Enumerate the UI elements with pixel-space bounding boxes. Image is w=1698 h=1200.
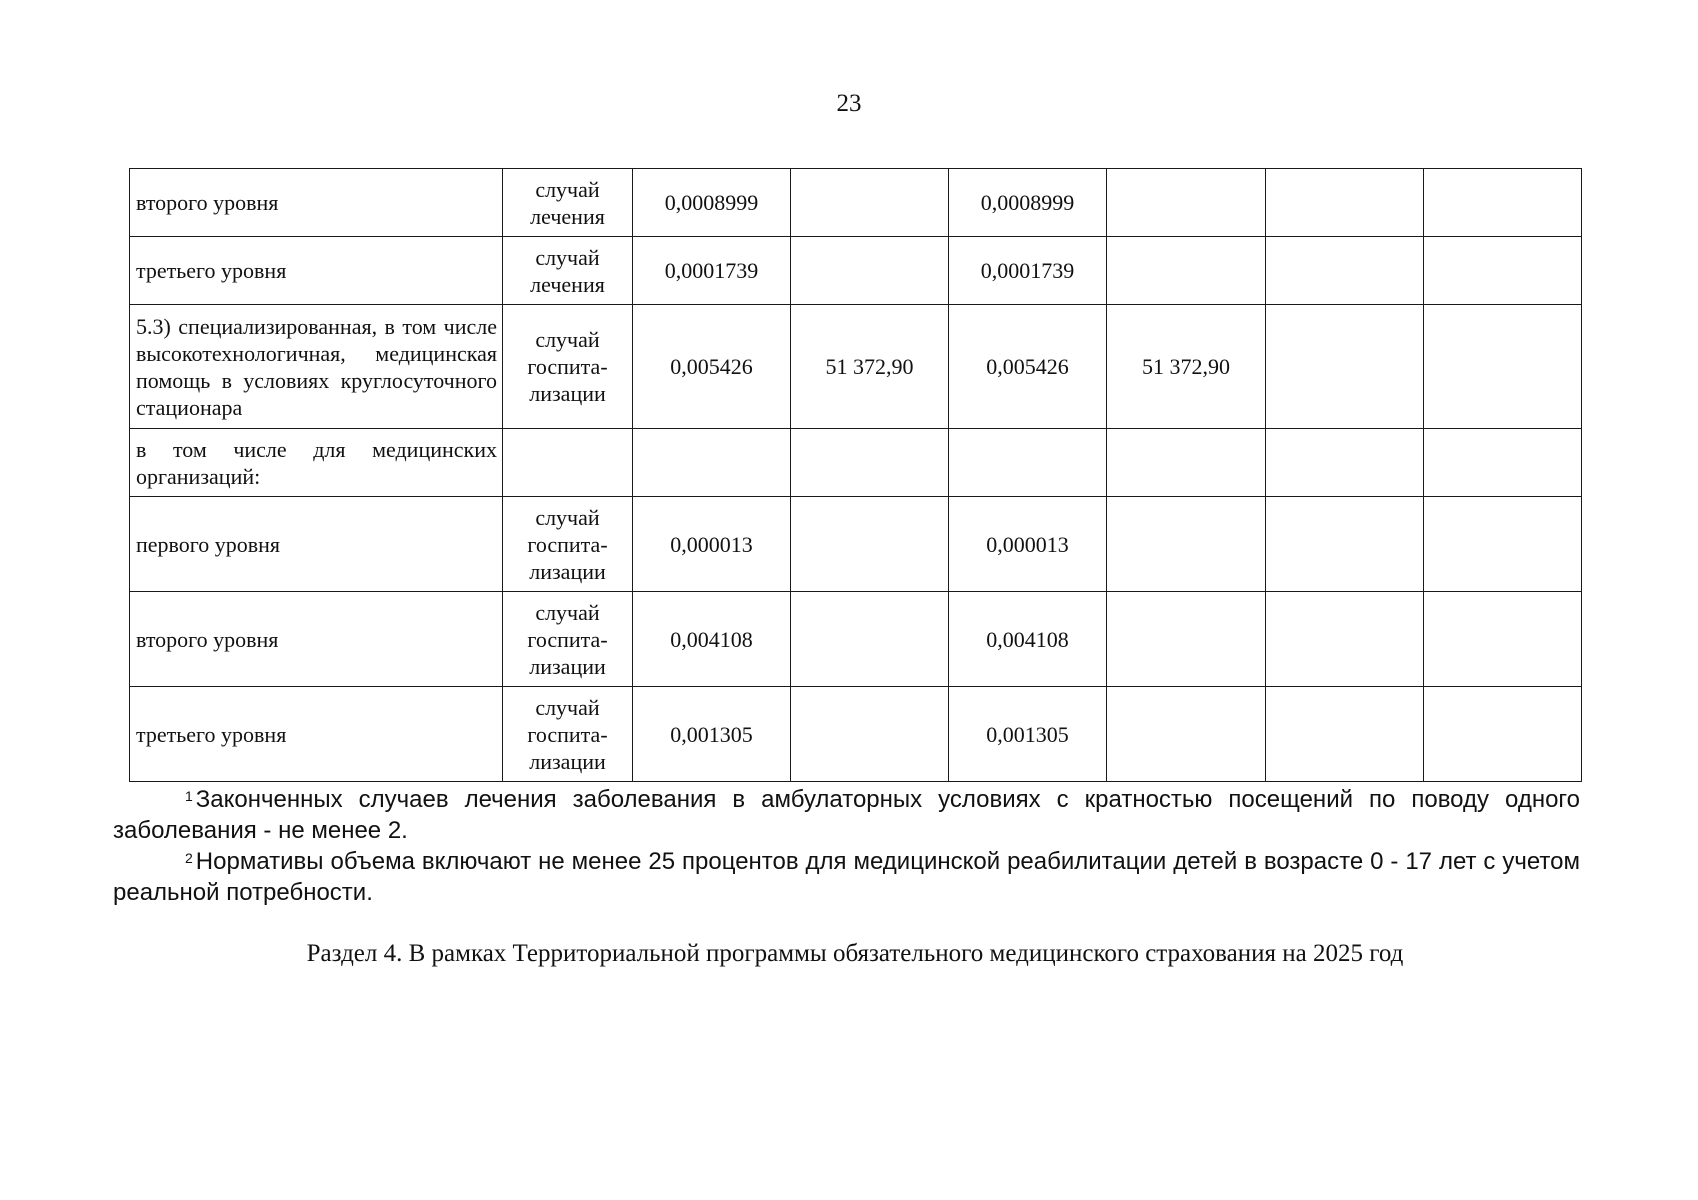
table-row bbox=[130, 305, 1582, 429]
footnote-text: Законченных случаев лечения заболевания в амбулаторных условиях с кратностью посещений по поводу одного заболевания - не менее 2. bbox=[113, 786, 1580, 844]
cell-value: 0,0001739 bbox=[949, 237, 1107, 305]
cell-value: 0,000013 bbox=[949, 497, 1107, 592]
cell-value bbox=[1266, 237, 1424, 305]
table-row bbox=[130, 592, 1582, 687]
row-name: второго уровня bbox=[130, 169, 503, 237]
page-number: 23 bbox=[836, 90, 862, 117]
row-name: второго уровня bbox=[130, 592, 503, 687]
row-unit: случай госпита- лизации bbox=[503, 497, 633, 592]
table-row bbox=[130, 237, 1582, 305]
cell-value bbox=[791, 497, 949, 592]
cell-value bbox=[1107, 497, 1266, 592]
footnote-mark: 1 bbox=[185, 788, 193, 804]
footnote-text: Нормативы объема включают не менее 25 процентов для медицинской реабилитации детей в возрасте 0 - 17 лет с учетом реальной потребности. bbox=[113, 848, 1580, 906]
footnotes bbox=[113, 784, 1580, 908]
row-unit: случай госпита- лизации bbox=[503, 305, 633, 429]
cell-value bbox=[1424, 687, 1582, 782]
cell-value bbox=[791, 169, 949, 237]
cell-value bbox=[1266, 429, 1424, 497]
cell-value bbox=[791, 429, 949, 497]
cell-value: 0,001305 bbox=[949, 687, 1107, 782]
cell-value bbox=[1424, 497, 1582, 592]
cell-value bbox=[1107, 237, 1266, 305]
cell-value bbox=[1424, 592, 1582, 687]
cell-value bbox=[1266, 687, 1424, 782]
cell-value: 0,0001739 bbox=[633, 237, 791, 305]
cell-value bbox=[791, 237, 949, 305]
cell-value bbox=[1266, 305, 1424, 429]
cell-value: 0,001305 bbox=[633, 687, 791, 782]
footnote-1 bbox=[113, 784, 1580, 846]
footnote-mark: 2 bbox=[185, 850, 193, 866]
row-name: первого уровня bbox=[130, 497, 503, 592]
row-unit: случай госпита- лизации bbox=[503, 687, 633, 782]
row-name: третьего уровня bbox=[130, 687, 503, 782]
cell-value: 51 372,90 bbox=[791, 305, 949, 429]
table-row bbox=[130, 687, 1582, 782]
row-unit: случай лечения bbox=[503, 169, 633, 237]
cell-value bbox=[1266, 169, 1424, 237]
cell-value bbox=[1266, 497, 1424, 592]
table-row bbox=[130, 497, 1582, 592]
cell-value bbox=[1424, 429, 1582, 497]
table-row bbox=[130, 169, 1582, 237]
cell-value bbox=[949, 429, 1107, 497]
cell-value bbox=[1107, 592, 1266, 687]
cell-value bbox=[1424, 169, 1582, 237]
cell-value bbox=[1107, 169, 1266, 237]
cell-value: 0,000013 bbox=[633, 497, 791, 592]
row-unit bbox=[503, 429, 633, 497]
section-title: Раздел 4. В рамках Территориальной программы обязательного медицинского страхования на 2025 год bbox=[306, 940, 1404, 967]
row-name: 5.3) специализированная, в том числе высокотехнологичная, медицинская помощь в условиях круглосуточного стационара bbox=[130, 305, 503, 429]
cell-value: 0,005426 bbox=[633, 305, 791, 429]
row-name: третьего уровня bbox=[130, 237, 503, 305]
footnote-2 bbox=[113, 846, 1580, 908]
cell-value bbox=[1424, 305, 1582, 429]
cell-value bbox=[1107, 687, 1266, 782]
cell-value: 0,0008999 bbox=[949, 169, 1107, 237]
cell-value bbox=[1266, 592, 1424, 687]
cell-value: 0,0008999 bbox=[633, 169, 791, 237]
cell-value bbox=[1424, 237, 1582, 305]
cell-value bbox=[791, 687, 949, 782]
row-name: в том числе для медицинских организаций: bbox=[130, 429, 503, 497]
cell-value: 51 372,90 bbox=[1107, 305, 1266, 429]
row-unit: случай госпита- лизации bbox=[503, 592, 633, 687]
cell-value: 0,005426 bbox=[949, 305, 1107, 429]
table-row bbox=[130, 429, 1582, 497]
cell-value: 0,004108 bbox=[949, 592, 1107, 687]
cell-value bbox=[791, 592, 949, 687]
row-unit: случай лечения bbox=[503, 237, 633, 305]
cell-value: 0,004108 bbox=[633, 592, 791, 687]
cell-value bbox=[633, 429, 791, 497]
volume-norms-table bbox=[129, 168, 1582, 782]
cell-value bbox=[1107, 429, 1266, 497]
